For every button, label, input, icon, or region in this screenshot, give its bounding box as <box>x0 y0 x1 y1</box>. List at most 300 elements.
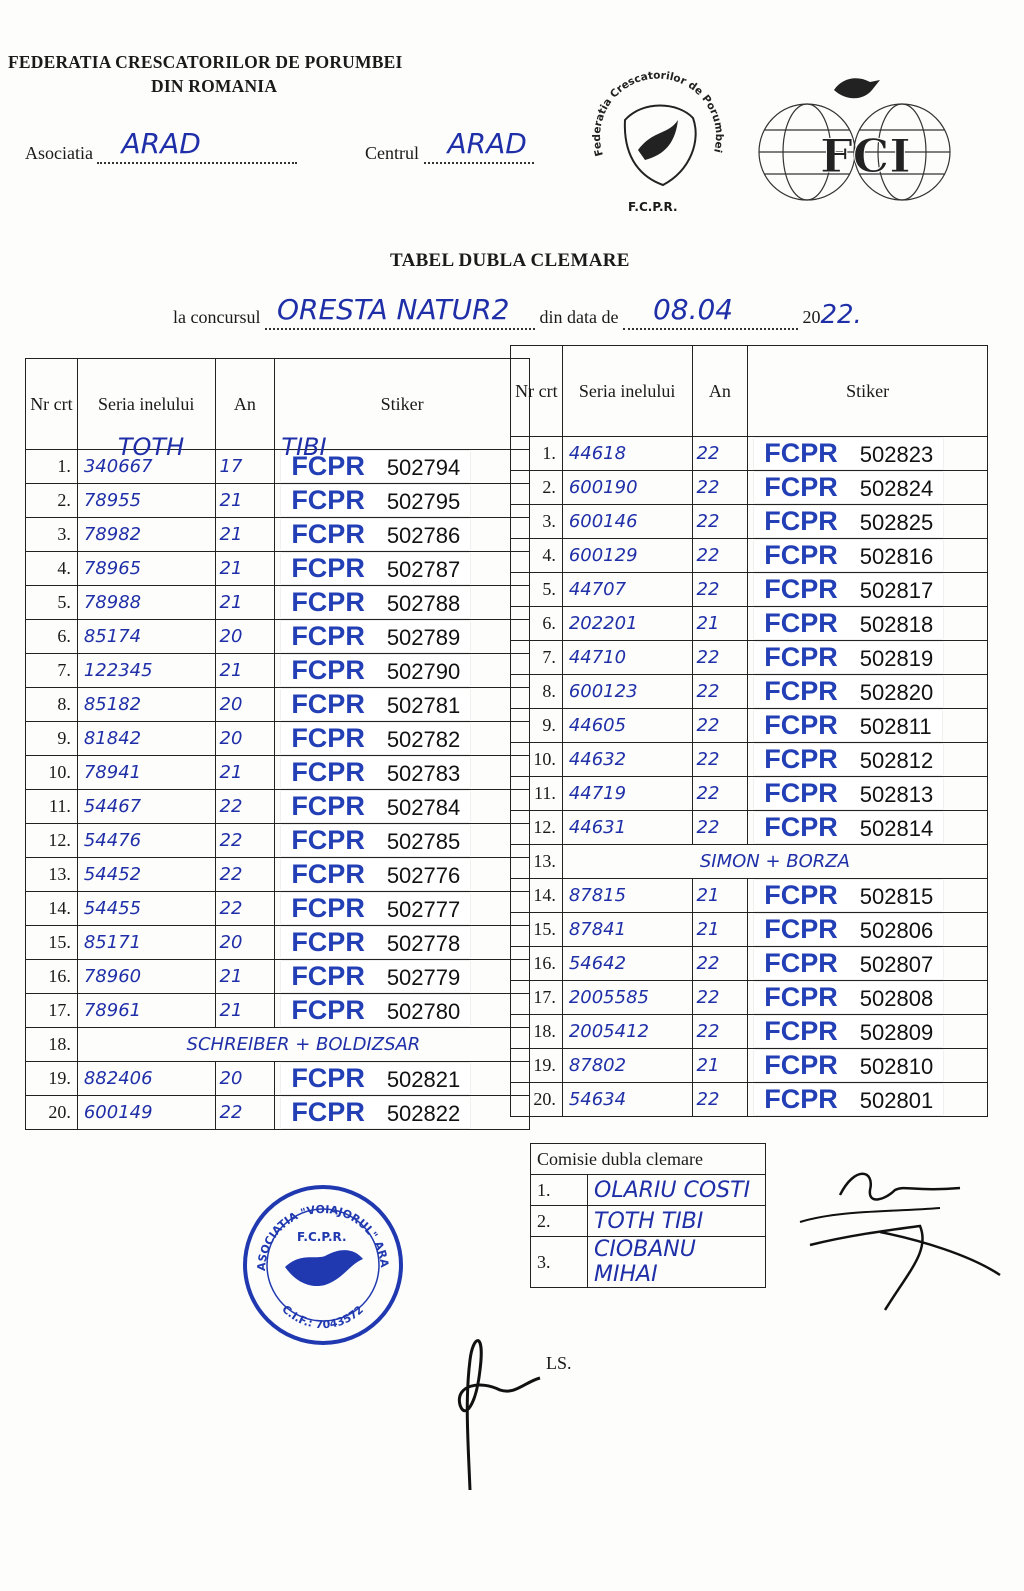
row-seria: 78982 <box>77 518 215 552</box>
row-stiker <box>748 505 988 539</box>
org-name-line2: DIN ROMANIA <box>151 76 278 96</box>
sticker-number: 502809 <box>859 1020 934 1045</box>
row-an: 22 <box>692 505 748 539</box>
row-nr: 18. <box>511 1015 563 1049</box>
row-seria: 600123 <box>562 675 692 709</box>
row-an: 20 <box>215 620 275 654</box>
table-row <box>511 709 988 743</box>
sticker-label <box>754 438 943 469</box>
sticker-number: 502788 <box>386 591 461 616</box>
row-nr: 1. <box>511 437 563 471</box>
sticker-fcpr: FCPR <box>764 1084 838 1114</box>
asociatia-dots <box>97 127 297 164</box>
row-stiker <box>748 675 988 709</box>
row-nr: 3. <box>26 518 78 552</box>
row-nr: 17. <box>26 994 78 1028</box>
sticker-label <box>754 506 943 537</box>
sticker-number: 502784 <box>386 795 461 820</box>
comisie-title: Comisie dubla clemare <box>531 1144 766 1175</box>
table-row <box>511 811 988 845</box>
sticker-fcpr: FCPR <box>291 553 365 583</box>
main-signature <box>440 1320 560 1500</box>
table-row <box>26 1062 530 1096</box>
sticker-fcpr: FCPR <box>291 791 365 821</box>
svg-text:C.I.F.: 7043572 <box>279 1303 366 1332</box>
row-an: 17 <box>215 450 275 484</box>
fcpr-logo <box>583 60 733 220</box>
row-an: 22 <box>692 1083 748 1117</box>
row-nr: 12. <box>26 824 78 858</box>
comisie-table <box>530 1143 766 1288</box>
table-row <box>511 437 988 471</box>
row-nr: 11. <box>26 790 78 824</box>
row-nr: 14. <box>511 879 563 913</box>
sticker-label <box>281 1097 470 1128</box>
data-label: din data de <box>539 307 619 327</box>
sticker-number: 502807 <box>859 952 934 977</box>
sticker-number: 502779 <box>386 965 461 990</box>
page-title: TABEL DUBLA CLEMARE <box>390 250 630 271</box>
row-seria: 85174 <box>77 620 215 654</box>
sticker-label <box>281 825 470 856</box>
header-nr: Nr crt <box>511 346 563 437</box>
row-seria: 87802 <box>562 1049 692 1083</box>
row-seria: 54642 <box>562 947 692 981</box>
sticker-label <box>281 519 470 550</box>
row-stiker <box>275 688 530 722</box>
sticker-fcpr: FCPR <box>764 914 838 944</box>
sticker-fcpr: FCPR <box>764 778 838 808</box>
sticker-label <box>281 893 470 924</box>
sticker-number: 502823 <box>859 442 934 467</box>
row-an: 21 <box>692 879 748 913</box>
row-stiker <box>275 722 530 756</box>
row-stiker <box>748 539 988 573</box>
sticker-number: 502778 <box>386 931 461 956</box>
comisie-name: CIOBANU MIHAI <box>588 1237 766 1288</box>
row-nr: 19. <box>26 1062 78 1096</box>
row-an: 22 <box>215 892 275 926</box>
sticker-number: 502787 <box>386 557 461 582</box>
row-stiker <box>748 607 988 641</box>
row-seria: 87815 <box>562 879 692 913</box>
sticker-number: 502814 <box>859 816 934 841</box>
row-seria: 44632 <box>562 743 692 777</box>
header-seria: Seria inelului <box>562 346 692 437</box>
table-row <box>511 505 988 539</box>
centrul-value: ARAD <box>447 127 527 160</box>
sticker-label <box>754 472 943 503</box>
asociatia-value: ARAD <box>121 127 201 160</box>
sticker-fcpr: FCPR <box>291 587 365 617</box>
row-seria: 44707 <box>562 573 692 607</box>
row-owner-names: SCHREIBER + BOLDIZSAR <box>77 1028 529 1062</box>
sticker-label <box>754 744 943 775</box>
row-an: 22 <box>692 947 748 981</box>
row-an: 21 <box>692 913 748 947</box>
row-an: 21 <box>215 756 275 790</box>
sticker-fcpr: FCPR <box>764 642 838 672</box>
row-seria: 202201 <box>562 607 692 641</box>
table-row <box>26 756 530 790</box>
row-an: 21 <box>215 518 275 552</box>
row-nr: 15. <box>26 926 78 960</box>
sticker-label <box>754 914 943 945</box>
row-an: 22 <box>692 675 748 709</box>
asociatia-field <box>25 127 297 164</box>
sticker-fcpr: FCPR <box>291 927 365 957</box>
row-nr: 1. <box>26 450 78 484</box>
row-seria: 44710 <box>562 641 692 675</box>
row-an: 22 <box>215 1096 275 1130</box>
sticker-number: 502794 <box>386 455 461 480</box>
sticker-label <box>754 880 943 911</box>
table-row <box>511 1083 988 1117</box>
row-stiker <box>275 756 530 790</box>
row-stiker <box>748 879 988 913</box>
sticker-number: 502822 <box>386 1101 461 1126</box>
sticker-fcpr: FCPR <box>291 485 365 515</box>
sticker-fcpr: FCPR <box>291 723 365 753</box>
sticker-number: 502790 <box>386 659 461 684</box>
left-table-header <box>26 359 530 450</box>
row-seria: 54467 <box>77 790 215 824</box>
centrul-field <box>365 127 534 164</box>
row-stiker <box>748 743 988 777</box>
row-seria: 54455 <box>77 892 215 926</box>
comisie-row <box>531 1206 766 1237</box>
sticker-label <box>281 689 470 720</box>
table-row <box>511 777 988 811</box>
row-nr: 8. <box>26 688 78 722</box>
sticker-label <box>754 1084 943 1115</box>
row-seria: 122345 <box>77 654 215 688</box>
row-an: 21 <box>692 607 748 641</box>
sticker-number: 502777 <box>386 897 461 922</box>
row-seria: 882406 <box>77 1062 215 1096</box>
row-nr: 4. <box>26 552 78 586</box>
row-an: 22 <box>215 790 275 824</box>
row-stiker <box>748 641 988 675</box>
table-row <box>511 607 988 641</box>
header-an: An <box>215 359 275 450</box>
row-stiker <box>748 573 988 607</box>
row-an: 21 <box>692 1049 748 1083</box>
sticker-label <box>754 812 943 843</box>
data-value: 08.04 <box>652 293 734 326</box>
row-nr: 20. <box>511 1083 563 1117</box>
sticker-label <box>281 757 470 788</box>
sticker-number: 502821 <box>386 1067 461 1092</box>
sticker-fcpr: FCPR <box>764 506 838 536</box>
table-row <box>26 518 530 552</box>
sticker-number: 502785 <box>386 829 461 854</box>
row-stiker <box>275 790 530 824</box>
sticker-fcpr: FCPR <box>291 757 365 787</box>
sticker-label <box>281 961 470 992</box>
centrul-label: Centrul <box>365 143 419 163</box>
sticker-number: 502811 <box>859 714 932 739</box>
row-seria: 600146 <box>562 505 692 539</box>
row-nr: 7. <box>26 654 78 688</box>
row-seria: 2005412 <box>562 1015 692 1049</box>
table-row <box>26 688 530 722</box>
ls-label: LS. <box>546 1353 572 1373</box>
row-nr: 3. <box>511 505 563 539</box>
table-row <box>511 1015 988 1049</box>
sticker-fcpr: FCPR <box>764 438 838 468</box>
row-stiker <box>748 981 988 1015</box>
row-stiker <box>275 960 530 994</box>
row-nr: 2. <box>26 484 78 518</box>
sticker-label <box>754 982 943 1013</box>
fci-logo-text: FCI <box>820 129 911 183</box>
row-stiker <box>748 437 988 471</box>
sticker-fcpr: FCPR <box>291 995 365 1025</box>
comisie-nr: 3. <box>531 1237 588 1288</box>
sticker-fcpr: FCPR <box>291 451 365 481</box>
sticker-label <box>281 587 470 618</box>
row-an: 20 <box>215 926 275 960</box>
row-nr: 17. <box>511 981 563 1015</box>
sticker-label <box>754 948 943 979</box>
concurs-value: ORESTA NATUR2 <box>276 293 510 326</box>
row-an: 22 <box>692 811 748 845</box>
row-an: 21 <box>215 552 275 586</box>
row-an: 22 <box>215 858 275 892</box>
asociatia-label: Asociatia <box>25 143 93 163</box>
sticker-fcpr: FCPR <box>764 540 838 570</box>
row-nr: 10. <box>26 756 78 790</box>
sticker-label <box>754 540 943 571</box>
table-row <box>511 675 988 709</box>
sticker-label <box>754 1050 943 1081</box>
row-stiker <box>275 1096 530 1130</box>
sticker-number: 502820 <box>859 680 934 705</box>
table-row <box>26 892 530 926</box>
sticker-label <box>281 1063 470 1094</box>
table-row <box>26 790 530 824</box>
sticker-fcpr: FCPR <box>291 655 365 685</box>
centrul-dots <box>424 127 534 164</box>
row-nr: 14. <box>26 892 78 926</box>
sticker-label <box>281 723 470 754</box>
comisie-name: OLARIU COSTI <box>588 1175 766 1206</box>
fci-logo <box>752 60 962 210</box>
row-nr: 4. <box>511 539 563 573</box>
sticker-label <box>754 710 941 741</box>
row-stiker <box>748 811 988 845</box>
row-nr: 6. <box>26 620 78 654</box>
row-seria: 85182 <box>77 688 215 722</box>
row-an: 22 <box>692 981 748 1015</box>
header-stiker: Stiker <box>748 346 988 437</box>
sticker-label <box>281 621 470 652</box>
header-stiker: Stiker TIBI <box>275 359 530 450</box>
row-stiker <box>748 777 988 811</box>
row-nr: 6. <box>511 607 563 641</box>
row-an: 22 <box>692 437 748 471</box>
header-an: An <box>692 346 748 437</box>
stamp-mid-text: F.C.P.R. <box>297 1230 347 1244</box>
committee-signatures <box>780 1160 1010 1330</box>
row-nr: 19. <box>511 1049 563 1083</box>
sticker-number: 502808 <box>859 986 934 1011</box>
row-seria: 54634 <box>562 1083 692 1117</box>
sticker-fcpr: FCPR <box>764 880 838 910</box>
sticker-number: 502782 <box>386 727 461 752</box>
row-nr: 8. <box>511 675 563 709</box>
sticker-number: 502783 <box>386 761 461 786</box>
right-table <box>510 345 988 1117</box>
fcpr-logo-abbr: F.C.P.R. <box>628 200 678 214</box>
stamp-bottom-text: C.I.F.: 7043572 <box>279 1302 367 1332</box>
sticker-number: 502817 <box>859 578 934 603</box>
sticker-label <box>754 1016 943 1047</box>
row-stiker <box>275 484 530 518</box>
row-seria: 85171 <box>77 926 215 960</box>
table-row <box>26 552 530 586</box>
row-an: 22 <box>692 709 748 743</box>
sticker-fcpr: FCPR <box>291 1063 365 1093</box>
association-stamp <box>243 1185 403 1345</box>
row-stiker <box>748 947 988 981</box>
row-stiker <box>275 1062 530 1096</box>
row-seria: 78955 <box>77 484 215 518</box>
sticker-fcpr: FCPR <box>291 859 365 889</box>
table-row <box>26 960 530 994</box>
comisie-nr: 1. <box>531 1175 588 1206</box>
sticker-label <box>281 859 470 890</box>
row-stiker <box>748 471 988 505</box>
table-row <box>511 573 988 607</box>
row-nr: 16. <box>26 960 78 994</box>
row-seria: 87841 <box>562 913 692 947</box>
table-row <box>511 743 988 777</box>
row-nr: 16. <box>511 947 563 981</box>
row-nr: 10. <box>511 743 563 777</box>
row-an: 21 <box>215 654 275 688</box>
sticker-fcpr: FCPR <box>764 1050 838 1080</box>
row-seria: 78961 <box>77 994 215 1028</box>
row-nr: 20. <box>26 1096 78 1130</box>
sticker-fcpr: FCPR <box>764 948 838 978</box>
table-row <box>511 845 988 879</box>
row-an: 22 <box>215 824 275 858</box>
row-owner-names: SIMON + BORZA <box>562 845 987 879</box>
sticker-number: 502815 <box>859 884 934 909</box>
row-stiker <box>748 913 988 947</box>
concurs-label: la concursul <box>173 307 261 327</box>
row-nr: 7. <box>511 641 563 675</box>
year-prefix: 20 <box>802 307 821 327</box>
sticker-number: 502824 <box>859 476 934 501</box>
row-nr: 9. <box>511 709 563 743</box>
header-seria: Seria inelului TOTH <box>77 359 215 450</box>
sticker-fcpr: FCPR <box>291 1097 365 1127</box>
sticker-label <box>281 485 470 516</box>
sticker-number: 502789 <box>386 625 461 650</box>
row-nr: 5. <box>26 586 78 620</box>
table-row <box>511 913 988 947</box>
row-stiker <box>275 892 530 926</box>
row-nr: 12. <box>511 811 563 845</box>
sticker-fcpr: FCPR <box>764 676 838 706</box>
table-row <box>26 484 530 518</box>
row-seria: 44605 <box>562 709 692 743</box>
row-stiker <box>275 518 530 552</box>
concurs-dots <box>265 293 535 330</box>
comisie-title-row <box>531 1144 766 1175</box>
row-an: 22 <box>692 573 748 607</box>
sticker-number: 502781 <box>386 693 461 718</box>
row-nr: 2. <box>511 471 563 505</box>
sticker-fcpr: FCPR <box>764 574 838 604</box>
row-stiker <box>275 858 530 892</box>
federation-header <box>8 50 403 98</box>
row-stiker <box>275 552 530 586</box>
sticker-label <box>281 927 470 958</box>
sticker-fcpr: FCPR <box>764 608 838 638</box>
sticker-number: 502806 <box>859 918 934 943</box>
table-row <box>511 471 988 505</box>
row-an: 21 <box>215 994 275 1028</box>
table-row <box>26 586 530 620</box>
sticker-label <box>281 995 470 1026</box>
data-dots <box>623 293 798 330</box>
row-stiker <box>275 620 530 654</box>
row-seria: 600190 <box>562 471 692 505</box>
sticker-number: 502825 <box>859 510 934 535</box>
row-nr: 13. <box>26 858 78 892</box>
comisie-nr: 2. <box>531 1206 588 1237</box>
left-table <box>25 358 530 1130</box>
left-owner-stiker: TIBI <box>281 433 327 461</box>
row-seria: 600129 <box>562 539 692 573</box>
sticker-fcpr: FCPR <box>764 710 838 740</box>
sticker-label <box>754 676 943 707</box>
row-an: 22 <box>692 743 748 777</box>
fcpr-logo-ring-text: Federatia Crescatorilor de Porumbei <box>590 69 726 158</box>
table-row <box>26 926 530 960</box>
sticker-number: 502818 <box>859 612 934 637</box>
sticker-number: 502801 <box>859 1088 934 1113</box>
comisie-row <box>531 1237 766 1288</box>
row-seria: 44719 <box>562 777 692 811</box>
sticker-number: 502813 <box>859 782 934 807</box>
table-row <box>511 879 988 913</box>
row-an: 21 <box>215 960 275 994</box>
row-stiker <box>748 1049 988 1083</box>
row-stiker <box>275 586 530 620</box>
table-row <box>511 981 988 1015</box>
year-suffix: 22. <box>820 300 862 330</box>
sticker-fcpr: FCPR <box>291 893 365 923</box>
row-stiker <box>275 824 530 858</box>
org-name-line1: FEDERATIA CRESCATORILOR DE PORUMBEI <box>8 52 403 72</box>
row-an: 22 <box>692 471 748 505</box>
table-row <box>26 858 530 892</box>
row-seria: 44631 <box>562 811 692 845</box>
sticker-fcpr: FCPR <box>764 744 838 774</box>
table-row <box>511 539 988 573</box>
row-stiker <box>748 1015 988 1049</box>
header-nr: Nr crt <box>26 359 78 450</box>
table-row <box>511 947 988 981</box>
sticker-number: 502810 <box>859 1054 934 1079</box>
sticker-fcpr: FCPR <box>291 689 365 719</box>
row-an: 22 <box>692 777 748 811</box>
